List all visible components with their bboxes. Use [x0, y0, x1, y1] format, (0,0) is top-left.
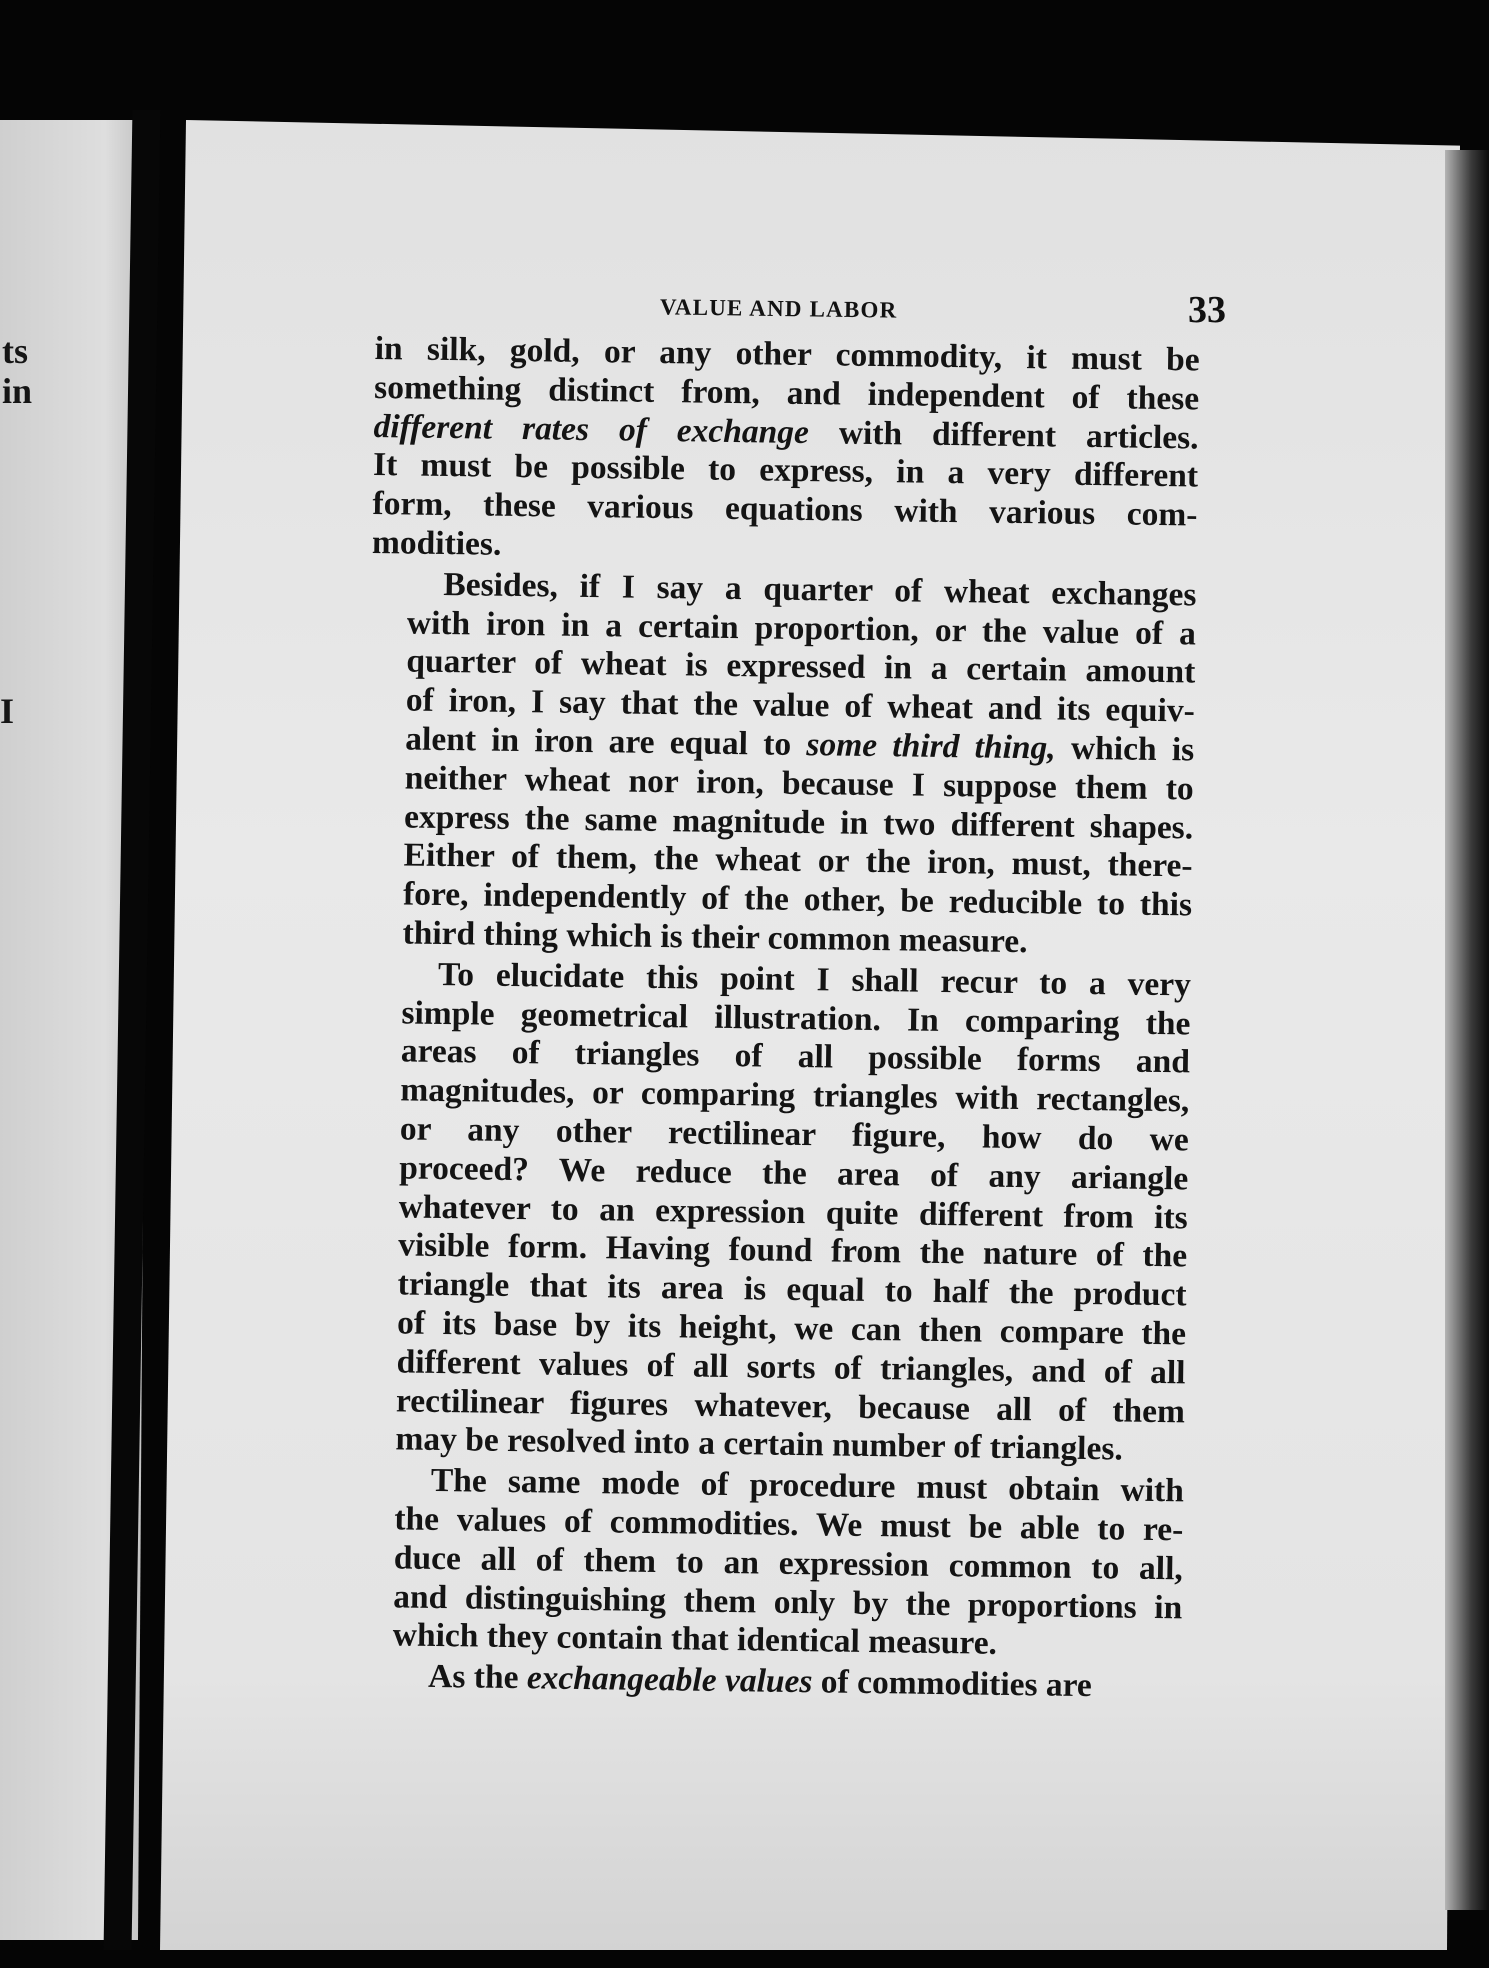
- left-page-fragment: in: [2, 371, 33, 411]
- text-run: modities.: [371, 523, 502, 563]
- text-run: which they contain that identical measure.: [392, 1616, 998, 1663]
- running-head: VALUE AND LABOR: [659, 294, 898, 323]
- text-run: simple geometrical illustration. In comparing the: [401, 993, 1191, 1042]
- text-run: the values of commodities. We must be able to re-: [394, 1500, 1184, 1549]
- paragraph: [366, 565, 1196, 964]
- text-run: It must be possible to express, in a very different: [372, 446, 1199, 495]
- body-text: [356, 330, 1200, 1707]
- text-run: and distinguishing them only by the proportions in: [393, 1577, 1183, 1626]
- text-run: of its base by its height, we can then compare the: [396, 1304, 1187, 1353]
- left-page-fragment: ts: [2, 331, 28, 371]
- text-run: fore, independently of the other, be reducible to this: [402, 875, 1193, 924]
- text-run: quarter of wheat is expressed in a certain amount: [406, 642, 1196, 691]
- page-number: 33: [1188, 289, 1226, 331]
- text-run: which is: [1055, 729, 1195, 769]
- text-run: of iron, I say that the value of wheat and its equiv-: [405, 681, 1196, 730]
- text-run: The same mode of procedure must obtain with: [430, 1462, 1185, 1510]
- text-run: visible form. Having found from the nature of the: [397, 1226, 1188, 1275]
- italic-phrase: different rates of exchange: [373, 407, 810, 451]
- italic-phrase: exchangeable values: [526, 1659, 813, 1701]
- text-run: magnitudes, or comparing triangles with rectangles,: [400, 1071, 1190, 1120]
- text-run: alent in iron are equal to: [405, 720, 807, 764]
- text-run: proceed? We reduce the area of any ariangle: [399, 1149, 1189, 1198]
- left-page-fragment: I: [0, 691, 15, 731]
- text-run: or any other rectilinear figure, how do we: [399, 1110, 1190, 1159]
- text-run: different values of all sorts of triangles, and of all: [396, 1343, 1186, 1392]
- italic-phrase: some third thing,: [806, 726, 1056, 767]
- text-run: may be resolved into a certain number of triangles.: [395, 1420, 1124, 1468]
- text-run: whatever to an expression quite different from its: [398, 1187, 1188, 1236]
- text-run: areas of triangles of all possible forms and: [400, 1032, 1191, 1081]
- text-run: with iron in a certain proportion, or the value of a: [406, 604, 1197, 653]
- text-run: As the: [427, 1657, 528, 1697]
- text-run: Besides, if I say a quarter of wheat exchanges: [443, 565, 1197, 614]
- paragraph: [372, 330, 1200, 574]
- text-run: express the same magnitude in two different shapes.: [403, 798, 1194, 847]
- text-run: with different articles.: [808, 413, 1199, 457]
- text-run: in silk, gold, or any other commodity, it must be: [374, 330, 1200, 379]
- paragraph: [359, 955, 1191, 1471]
- paragraph: [356, 1461, 1184, 1666]
- text-run: To elucidate this point I shall recur to a very: [437, 955, 1192, 1004]
- text-run: neither wheat nor iron, because I suppose them to: [404, 759, 1194, 808]
- text-run: rectilinear figures whatever, because all of them: [395, 1381, 1186, 1430]
- text-run: triangle that its area is equal to half the product: [397, 1265, 1187, 1314]
- text-run: duce all of them to an expression common to all,: [393, 1539, 1184, 1588]
- page-edge-shadow: [1445, 150, 1489, 1910]
- text-run: something distinct from, and independent of these: [373, 368, 1200, 418]
- text-run: Either of them, the wheat or the iron, must, there-: [403, 836, 1193, 885]
- text-run: of commodities are: [812, 1663, 1093, 1705]
- text-run: form, these various equations with various com-: [372, 485, 1198, 534]
- text-run: third thing which is their common measure.: [402, 914, 1028, 961]
